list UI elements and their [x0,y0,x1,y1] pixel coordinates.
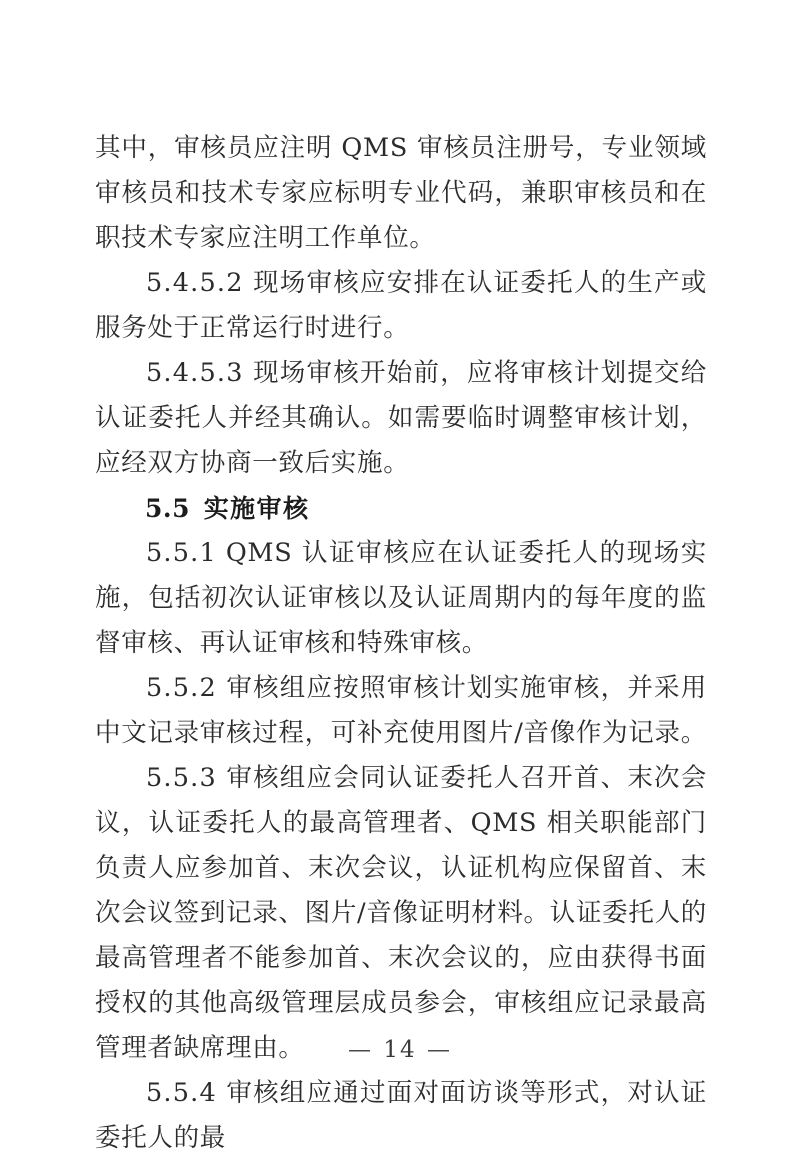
clause-number-5-5-2: 5.5.2 [146,673,217,703]
section-heading-text-5-5: 实施审核 [203,494,310,523]
section-heading-5-5 [95,486,707,531]
clause-text-5-4-5-2: 现场审核应安排在认证委托人的生产或服务处于正常运行时进行。 [95,268,707,343]
clause-5-4-5-2 [95,261,707,351]
section-heading-number-5-5: 5.5 [145,494,190,523]
clause-text-5-5-1: QMS 认证审核应在认证委托人的现场实施，包括初次认证审核以及认证周期内的每年度的监督审核、再认证审核和特殊审核。 [95,538,707,658]
clause-number-5-4-5-2: 5.4.5.2 [146,268,244,298]
page-footer [0,1034,800,1066]
clause-5-5-3 [95,756,707,1071]
page-text-column [95,126,707,1161]
clause-text-5-5-2: 审核组应按照审核计划实施审核，并采用中文记录审核过程，可补充使用图片/音像作为记录。 [95,673,707,748]
footer-dash-left: — [348,1037,374,1063]
paragraph-qms-registration-note: 其中，审核员应注明 QMS 审核员注册号，专业领域审核员和技术专家应标明专业代码，兼职审核员和在职技术专家应注明工作单位。 [95,133,707,253]
clause-number-5-4-5-3: 5.4.5.3 [146,358,244,388]
clause-text-5-5-3: 审核组应会同认证委托人召开首、末次会议，认证委托人的最高管理者、QMS 相关职能部门负责人应参加首、末次会议，认证机构应保留首、末次会议签到记录、图片/音像证明材料。认证委托人的最高管理者不能参加首、末次会议的，应由获得书面授权的其他高级管理层成员参会，审核组应记录最高管理者缺席理由。 [95,763,707,1063]
page-number: 14 [383,1037,417,1063]
clause-5-5-1 [95,531,707,666]
clause-5-5-2 [95,666,707,756]
clause-text-5-5-4: 审核组应通过面对面访谈等形式，对认证委托人的最 [95,1078,707,1153]
clause-number-5-5-3: 5.5.3 [146,763,217,793]
footer-dash-right: — [426,1037,452,1063]
clause-number-5-5-4: 5.5.4 [146,1078,217,1108]
clause-number-5-5-1: 5.5.1 [146,538,217,568]
clause-text-5-4-5-3: 现场审核开始前，应将审核计划提交给认证委托人并经其确认。如需要临时调整审核计划，应经双方协商一致后实施。 [95,358,707,478]
clause-5-4-5-3 [95,351,707,486]
clause-5-5-4 [95,1071,707,1161]
